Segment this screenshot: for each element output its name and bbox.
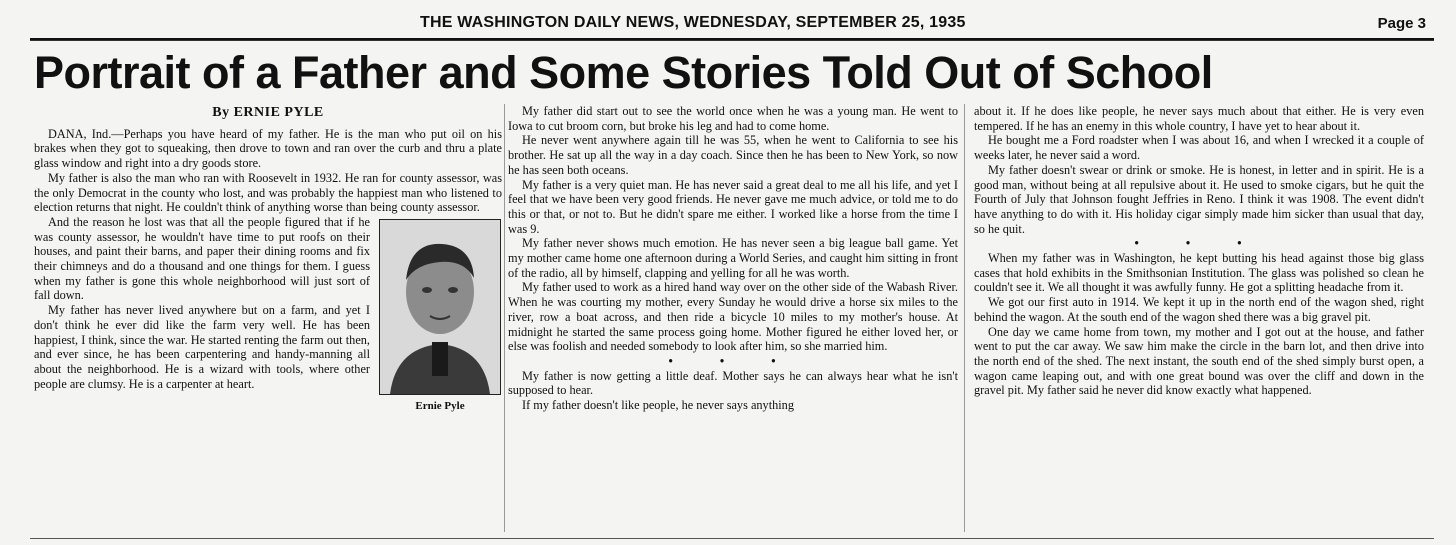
portrait-photo — [379, 219, 501, 395]
article-column-2 — [508, 104, 958, 534]
bottom-rule — [30, 538, 1434, 539]
page-number: Page 3 — [1377, 15, 1426, 32]
paragraph: He never went anywhere again till he was 55, when he went to California to see his brother. He sat up all the way in a day coach. Since then he has been to New York, so now he has seen both oceans. — [508, 133, 958, 177]
masthead-rule-secondary — [30, 40, 1434, 41]
article-column-3 — [974, 104, 1424, 534]
paragraph: My father used to work as a hired hand way over on the other side of the Wabash River. When he was courting my mother, every Sunday he would drive a horse six miles to the river, row a boat across, and then ride a bicycle 10 miles to my mother's house. At midnight he started the same process going home. Mother figured he either loved her, or else was foolish and needed somebody to look after him, so she married him. — [508, 280, 958, 354]
paragraph: And the reason he lost was that all the people figured that if he was county assessor, he wouldn't have time to put roofs on their houses, and paint their barns, and paper their dining rooms and fix their chimneys and do a thousand and one things for them. I guess when my father is gone this whole neighborhood will just sort of fall down. — [34, 214, 370, 303]
column-divider — [504, 104, 505, 532]
byline: By ERNIE PYLE — [212, 105, 324, 120]
article-column-1 — [34, 104, 502, 534]
section-break: • • • — [668, 353, 798, 368]
masthead-title: THE WASHINGTON DAILY NEWS, WEDNESDAY, SEPTEMBER 25, 1935 — [420, 14, 966, 31]
paragraph: DANA, Ind.—Perhaps you have heard of my father. He is the man who put oil on his brakes when they got to squeaking, then drove to town and ran over the curb and thru a plate glass window and right into a dry goods store. — [34, 126, 502, 171]
portrait-illustration-icon — [380, 220, 500, 394]
paragraph: My father is a very quiet man. He has never said a great deal to me all his life, and yet I feel that we have been very good friends. He never gave me much advice, or told me to do this or that, or not to. But he didn't spare me either. I worked like a horse from the time I was 9. — [508, 177, 958, 236]
paragraph: We got our first auto in 1914. We kept it up in the north end of the wagon shed, right behind the wagon. At the south end of the wagon shed there was a big gravel pit. — [974, 295, 1424, 324]
photo-figure — [378, 219, 502, 415]
paragraph: One day we came home from town, my mother and I got out at the house, and father went to put the car away. We saw him make the circle in the barn lot, and then drive into the north end of the shed. The next instant, the south end of the shed simply burst open, a wagon came leaping out, and with one great bound was over the cliff and down in the gravel pit. My father said he never did know exactly what happened. — [974, 324, 1424, 398]
paragraph: When my father was in Washington, he kept butting his head against those big glass cases that hold exhibits in the Smithsonian Institution. The glass was polished so clean he couldn't see it. We all thought it was awfully funny. He got a splitting headache from it. — [974, 251, 1424, 295]
paragraph: My father is also the man who ran with Roosevelt in 1932. He ran for county assessor, was the only Democrat in the county who lost, and was probably the happiest man who listened to election returns that night. He couldn't think of anything worse than being county assessor. — [34, 170, 502, 215]
paragraph: My father doesn't swear or drink or smoke. He is honest, in letter and in spirit. He is a good man, without being at all repulsive about it. He used to smoke cigars, but he quit the Fourth of July that Johnson fought Jeffries in Reno. I think it was 1908. The event didn't have anything to do with it. His holiday cigar simply made him sicker than usual that day, so he quit. — [974, 162, 1424, 236]
paragraph: My father is now getting a little deaf. Mother says he can always hear what he isn't supposed to hear. — [508, 368, 958, 398]
headline: Portrait of a Father and Some Stories Told Out of School — [34, 47, 1213, 98]
paragraph: about it. If he does like people, he never says much about that either. He is very even tempered. If he has an enemy in this whole country, I have yet to hear about it. — [974, 104, 1424, 133]
paragraph: He bought me a Ford roadster when I was about 16, and when I wrecked it a couple of weeks later, he never said a word. — [974, 133, 1424, 163]
photo-caption: Ernie Pyle — [415, 399, 465, 412]
section-break: • • • — [1134, 236, 1264, 251]
column-divider — [964, 104, 965, 532]
paragraph: My father has never lived anywhere but on a farm, and yet I don't think he ever did like the farm very well. He has been happiest, I think, since the war. He started renting the farm out then, and ever since, he has been carpentering and handy-manning all about the neighborhood. He is a wizard with tools, where other people are clumsy. He is a carpenter at heart. — [34, 303, 370, 391]
paragraph: My father did start out to see the world once when he was a young man. He went to Iowa to cut broom corn, but broke his leg and had to come home. — [508, 104, 958, 133]
paragraph: If my father doesn't like people, he never says anything — [522, 398, 794, 413]
paragraph: My father never shows much emotion. He has never seen a big league ball game. Yet my mother came home one afternoon during a World Series, and caught him sitting in front of the radio, all by himself, clapping and yelling for all he was worth. — [508, 236, 958, 280]
